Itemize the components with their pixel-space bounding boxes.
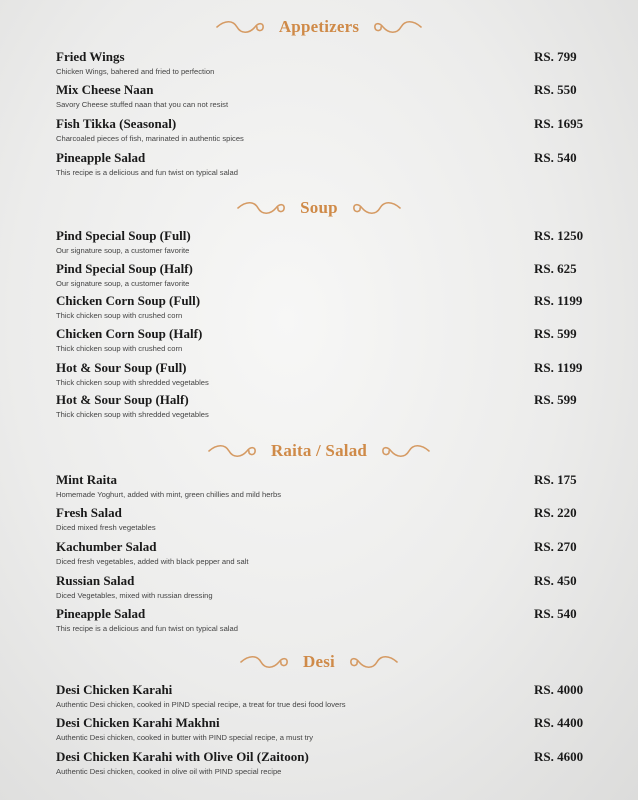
menu-item bbox=[56, 573, 588, 605]
menu-item bbox=[56, 82, 588, 114]
menu-item bbox=[56, 228, 588, 260]
flourish-left-icon bbox=[215, 17, 265, 37]
item-name: Chicken Corn Soup (Half) bbox=[56, 326, 203, 341]
menu-item bbox=[56, 261, 588, 293]
item-price: RS. 599 bbox=[534, 326, 577, 341]
item-description: Savory Cheese stuffed naan that you can not resist bbox=[56, 100, 229, 109]
menu-item bbox=[56, 715, 588, 747]
menu-item bbox=[56, 505, 588, 537]
item-description: Diced mixed fresh vegetables bbox=[56, 523, 156, 532]
section-title: Desi bbox=[303, 652, 335, 671]
item-description: Charcoaled pieces of fish, marinated in authentic spices bbox=[56, 134, 244, 143]
menu-item bbox=[56, 326, 588, 358]
menu-item bbox=[56, 116, 588, 148]
item-description: Thick chicken soup with crushed corn bbox=[56, 344, 183, 353]
item-name: Desi Chicken Karahi bbox=[56, 682, 173, 697]
item-price: RS. 799 bbox=[534, 49, 577, 64]
item-description: Thick chicken soup with crushed corn bbox=[56, 311, 183, 320]
item-price: RS. 540 bbox=[534, 606, 577, 621]
item-description: This recipe is a delicious and fun twist on typical salad bbox=[56, 624, 238, 633]
flourish-left-icon bbox=[236, 198, 286, 218]
item-name: Fried Wings bbox=[56, 49, 125, 64]
item-price: RS. 450 bbox=[534, 573, 577, 588]
flourish-right-icon bbox=[381, 441, 431, 461]
section-title: Soup bbox=[300, 198, 338, 217]
menu-item bbox=[56, 360, 588, 392]
item-description: Authentic Desi chicken, cooked in PIND special recipe, a treat for true desi food lovers bbox=[56, 700, 346, 709]
item-description: Thick chicken soup with shredded vegetables bbox=[56, 378, 209, 387]
menu-item bbox=[56, 150, 588, 182]
item-description: Thick chicken soup with shredded vegetables bbox=[56, 410, 209, 419]
section-title: Appetizers bbox=[278, 17, 360, 36]
item-price: RS. 4000 bbox=[534, 682, 584, 697]
item-name: Pind Special Soup (Full) bbox=[56, 228, 191, 243]
item-name: Russian Salad bbox=[56, 573, 135, 588]
item-description: Chicken Wings, bahered and fried to perfection bbox=[56, 67, 215, 76]
item-name: Desi Chicken Karahi with Olive Oil (Zaitoon) bbox=[56, 749, 309, 764]
section-header-soup bbox=[0, 193, 638, 223]
menu-item bbox=[56, 749, 588, 781]
flourish-right-icon bbox=[349, 652, 399, 672]
item-name: Mint Raita bbox=[56, 472, 118, 487]
item-description: Diced Vegetables, mixed with russian dressing bbox=[56, 591, 213, 600]
item-price: RS. 220 bbox=[534, 505, 577, 520]
item-price: RS. 599 bbox=[534, 392, 577, 407]
flourish-right-icon bbox=[373, 17, 423, 37]
item-name: Kachumber Salad bbox=[56, 539, 157, 554]
item-price: RS. 4400 bbox=[534, 715, 584, 730]
flourish-left-icon bbox=[207, 441, 257, 461]
item-description: Our signature soup, a customer favorite bbox=[56, 279, 190, 288]
item-name: Mix Cheese Naan bbox=[56, 82, 154, 97]
item-description: Authentic Desi chicken, cooked in olive oil with PIND special recipe bbox=[56, 767, 282, 776]
item-name: Chicken Corn Soup (Full) bbox=[56, 293, 201, 308]
menu-item bbox=[56, 293, 588, 325]
menu-item bbox=[56, 539, 588, 571]
menu-item bbox=[56, 472, 588, 504]
menu-item bbox=[56, 606, 588, 638]
section-header-raita-salad bbox=[0, 436, 638, 466]
item-price: RS. 1250 bbox=[534, 228, 584, 243]
item-price: RS. 625 bbox=[534, 261, 577, 276]
item-price: RS. 270 bbox=[534, 539, 577, 554]
item-description: Our signature soup, a customer favorite bbox=[56, 246, 190, 255]
item-price: RS. 1199 bbox=[534, 293, 583, 308]
item-description: Diced fresh vegetables, added with black pepper and salt bbox=[56, 557, 249, 566]
item-name: Desi Chicken Karahi Makhni bbox=[56, 715, 220, 730]
item-name: Pineapple Salad bbox=[56, 150, 146, 165]
item-price: RS. 540 bbox=[534, 150, 577, 165]
section-header-appetizers bbox=[0, 12, 638, 42]
item-name: Fresh Salad bbox=[56, 505, 122, 520]
item-description: This recipe is a delicious and fun twist on typical salad bbox=[56, 168, 238, 177]
item-price: RS. 175 bbox=[534, 472, 577, 487]
menu-item bbox=[56, 682, 588, 714]
item-name: Pineapple Salad bbox=[56, 606, 146, 621]
item-name: Pind Special Soup (Half) bbox=[56, 261, 193, 276]
item-price: RS. 550 bbox=[534, 82, 577, 97]
item-name: Hot & Sour Soup (Full) bbox=[56, 360, 187, 375]
item-price: RS. 1695 bbox=[534, 116, 584, 131]
flourish-left-icon bbox=[239, 652, 289, 672]
menu-item bbox=[56, 392, 588, 424]
item-name: Fish Tikka (Seasonal) bbox=[56, 116, 177, 131]
item-price: RS. 4600 bbox=[534, 749, 584, 764]
item-description: Authentic Desi chicken, cooked in butter with PIND special recipe, a must try bbox=[56, 733, 314, 742]
item-name: Hot & Sour Soup (Half) bbox=[56, 392, 189, 407]
flourish-right-icon bbox=[352, 198, 402, 218]
menu-item bbox=[56, 49, 588, 81]
item-description: Homemade Yoghurt, added with mint, green chillies and mild herbs bbox=[56, 490, 281, 499]
item-price: RS. 1199 bbox=[534, 360, 583, 375]
section-header-desi bbox=[0, 647, 638, 677]
section-title: Raita / Salad bbox=[270, 441, 368, 460]
